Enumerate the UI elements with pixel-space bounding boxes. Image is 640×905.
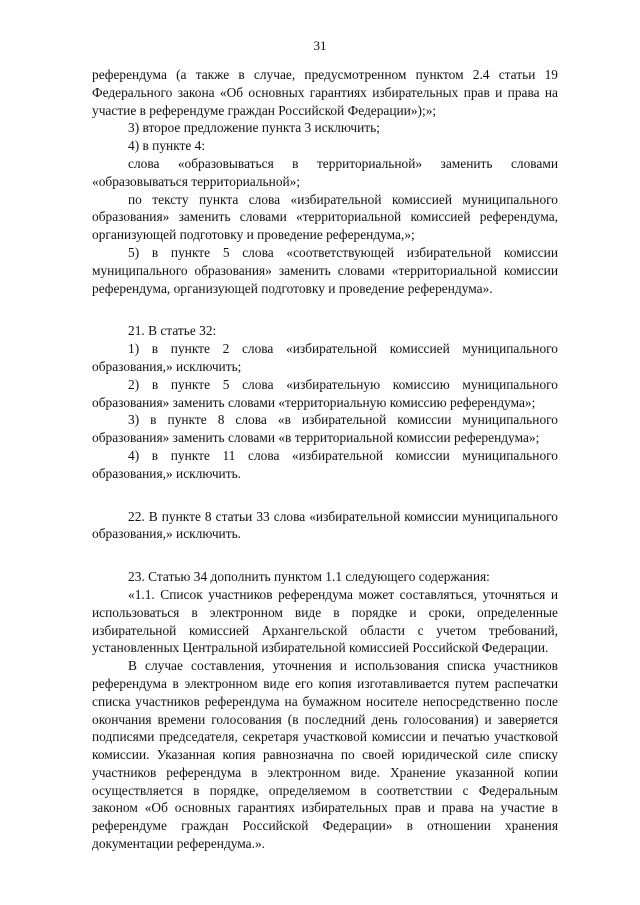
paragraph: 5) в пункте 5 слова «соответствующей избирательной комиссии муниципального образования» заменить словами «территориальной комиссии референдума, организующей подготовку и проведение референдума». <box>92 244 558 296</box>
paragraph: слова «образовываться в территориальной» заменить словами «образовываться территориальной»; <box>92 155 558 189</box>
paragraph: 22. В пункте 8 статьи 33 слова «избирательной комиссии муниципального образования,» исключить. <box>92 508 558 542</box>
paragraph-spacer <box>92 297 558 322</box>
paragraph-spacer <box>92 543 558 568</box>
document-body <box>92 66 558 853</box>
paragraph: 3) второе предложение пункта 3 исключить; <box>128 120 380 136</box>
paragraph: «1.1. Список участников референдума может составляться, уточняться и использоваться в электронном виде в порядке и сроки, определенные избирательной комиссией Архангельской области с учетом требований, установленных Центральной избирательной комиссией Российской Федерации. <box>92 586 558 656</box>
paragraph: 1) в пункте 2 слова «избирательной комиссией муниципального образования,» исключить; <box>92 341 558 374</box>
paragraph: 4) в пункте 11 слова «избирательной комиссии муниципального образования,» исключить. <box>92 447 558 481</box>
paragraph: 4) в пункте 4: <box>128 138 206 154</box>
section-heading: 23. Статью 34 дополнить пунктом 1.1 следующего содержания: <box>128 569 490 585</box>
page-number: 31 <box>313 38 327 53</box>
paragraph: В случае составления, уточнения и использования списка участников референдума в электронном виде его копия изготавливается путем распечатки списка участников референдума на бумажном носителе непосредственно после окончания времени голосования (в последний день голосования) и заверяется подписями председателя, секретаря участковой комиссии и печатью участковой комиссии. Указанная копия равнозначна по своей юридической силе списку участников референдума в электронном виде. Хранение указанной копии осуществляется в порядке, определяемом в соответствии с Федеральным законом «Об основных гарантиях избирательных прав и права на участие в референдуме граждан Российской Федерации» в отношении хранения документации референдума.». <box>92 658 558 852</box>
paragraph: по тексту пункта слова «избирательной комиссией муниципального образования» заменить словами «территориальной комиссией референдума, организующей подготовку и проведение референдума,»; <box>92 191 558 243</box>
paragraph: 2) в пункте 5 слова «избирательную комиссию муниципального образования» заменить словами «территориальную комиссию референдума»; <box>92 376 558 410</box>
paragraph: 3) в пункте 8 слова «в избирательной комиссии муниципального образования» заменить словами «в территориальной комиссии референдума»; <box>92 412 558 446</box>
paragraph: референдума (а также в случае, предусмотренном пунктом 2.4 статьи 19 Федерального закона «Об основных гарантиях избирательных прав и права на участие в референдуме граждан Российской Федерации»);»; <box>92 67 558 118</box>
section-heading: 21. В статье 32: <box>128 323 217 339</box>
paragraph-spacer <box>92 483 558 508</box>
